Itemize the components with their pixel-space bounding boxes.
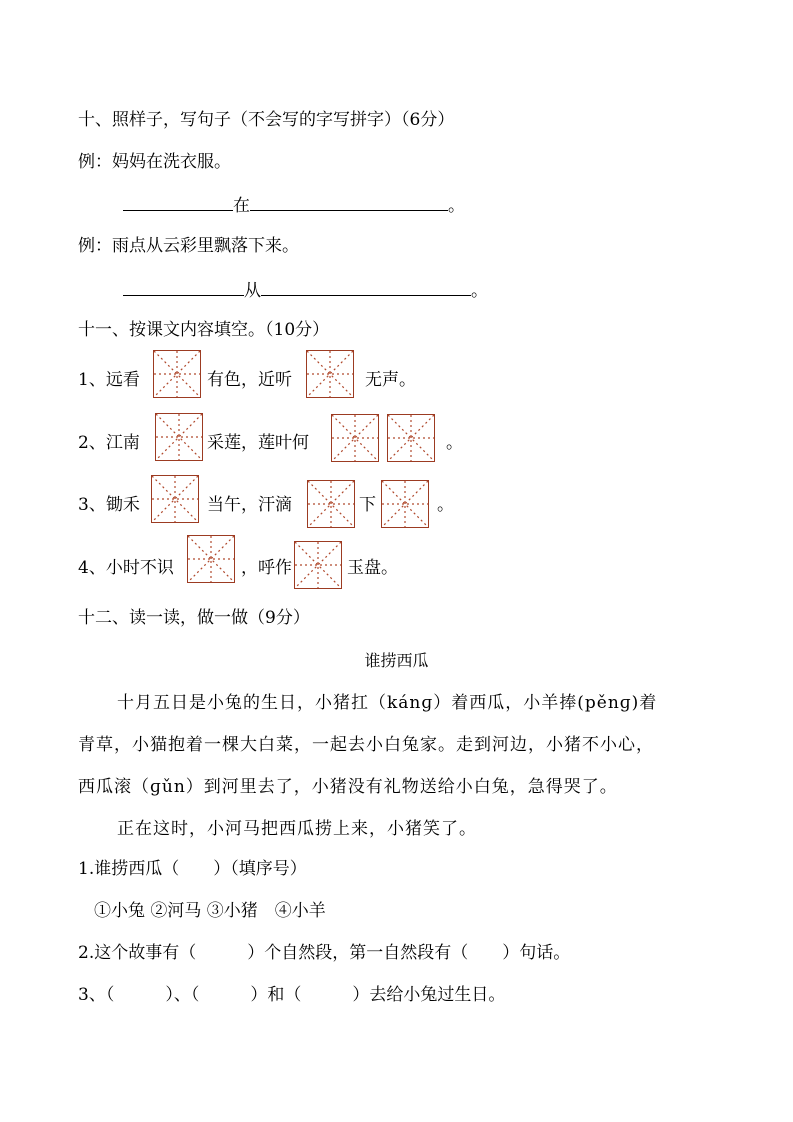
writing-grid-box[interactable] [381, 480, 429, 528]
writing-grid-box[interactable] [306, 350, 354, 398]
grid-guide-lines [152, 476, 198, 522]
story-paragraph-1-line-2: 青草，小猫抱着一棵大白菜，一起去小白兔家。走到河边，小猪不小心， [78, 735, 654, 755]
writing-grid-box[interactable] [151, 475, 199, 523]
period: 。 [471, 281, 488, 301]
grid-guide-lines [388, 415, 434, 461]
q4-mid: ，呼作 [241, 558, 292, 578]
section-11-heading: 十一、按课文内容填空。（10分） [78, 320, 330, 340]
grid-guide-lines [156, 414, 202, 460]
q1-prefix: 1、远看 [78, 370, 140, 390]
story-title: 谁捞西瓜 [364, 651, 429, 670]
q3-suffix: 。 [437, 495, 454, 515]
example-1-keyword: 在 [233, 196, 250, 216]
example-1-answer-line [123, 192, 465, 218]
answer-blank[interactable] [250, 192, 448, 211]
period: 。 [448, 196, 465, 216]
grid-guide-lines [295, 542, 341, 588]
grid-guide-lines [188, 536, 234, 582]
q3-mid2: 下 [359, 495, 376, 515]
example-1-sentence: 例：妈妈在洗衣服。 [78, 152, 231, 172]
q3-prefix: 3、锄禾 [78, 495, 140, 515]
story-paragraph-2: 正在这时，小河马把西瓜捞上来，小猪笑了。 [117, 819, 477, 839]
q4-prefix: 4、小时不识 [78, 558, 174, 578]
writing-grid-box[interactable] [307, 480, 355, 528]
q4-suffix: 玉盘。 [347, 558, 398, 578]
q1-mid: 有色，近听 [207, 370, 292, 390]
q2-mid: 采莲，莲叶何 [207, 433, 309, 453]
question-1: 1.谁捞西瓜（ ）（填序号） [78, 859, 307, 879]
grid-guide-lines [308, 481, 354, 527]
writing-grid-box[interactable] [155, 413, 203, 461]
writing-grid-box[interactable] [331, 414, 379, 462]
q2-prefix: 2、江南 [78, 433, 140, 453]
story-paragraph-1-line-1: 十月五日是小兔的生日，小猪扛（kánɡ）着西瓜，小羊捧(pěnɡ)着 [117, 693, 658, 713]
story-paragraph-1-line-3: 西瓜滚（ɡǔn）到河里去了，小猪没有礼物送给小白兔，急得哭了。 [78, 777, 618, 797]
writing-grid-box[interactable] [294, 541, 342, 589]
example-2-answer-line [123, 277, 488, 303]
section-12-heading: 十二、读一读，做一做（9分） [78, 608, 310, 628]
answer-blank[interactable] [261, 277, 471, 296]
section-10-heading: 十、照样子，写句子（不会写的字写拼字）（6分） [78, 110, 455, 130]
writing-grid-box[interactable] [187, 535, 235, 583]
example-2-sentence: 例：雨点从云彩里飘落下来。 [78, 236, 299, 256]
question-3: 3、（ ）、（ ）和（ ）去给小兔过生日。 [78, 985, 506, 1005]
question-1-options: ①小兔 ②河马 ③小猪 ④小羊 [94, 901, 326, 921]
writing-grid-box[interactable] [153, 350, 201, 398]
q2-suffix: 。 [446, 433, 463, 453]
answer-blank[interactable] [123, 192, 233, 211]
question-2: 2.这个故事有（ ）个自然段，第一自然段有（ ）句话。 [78, 943, 571, 963]
q3-mid: 当午，汗滴 [207, 495, 292, 515]
grid-guide-lines [307, 351, 353, 397]
grid-guide-lines [382, 481, 428, 527]
q1-suffix: 无声。 [365, 370, 416, 390]
example-2-keyword: 从 [244, 281, 261, 301]
grid-guide-lines [154, 351, 200, 397]
grid-guide-lines [332, 415, 378, 461]
answer-blank[interactable] [123, 277, 244, 296]
writing-grid-box[interactable] [387, 414, 435, 462]
